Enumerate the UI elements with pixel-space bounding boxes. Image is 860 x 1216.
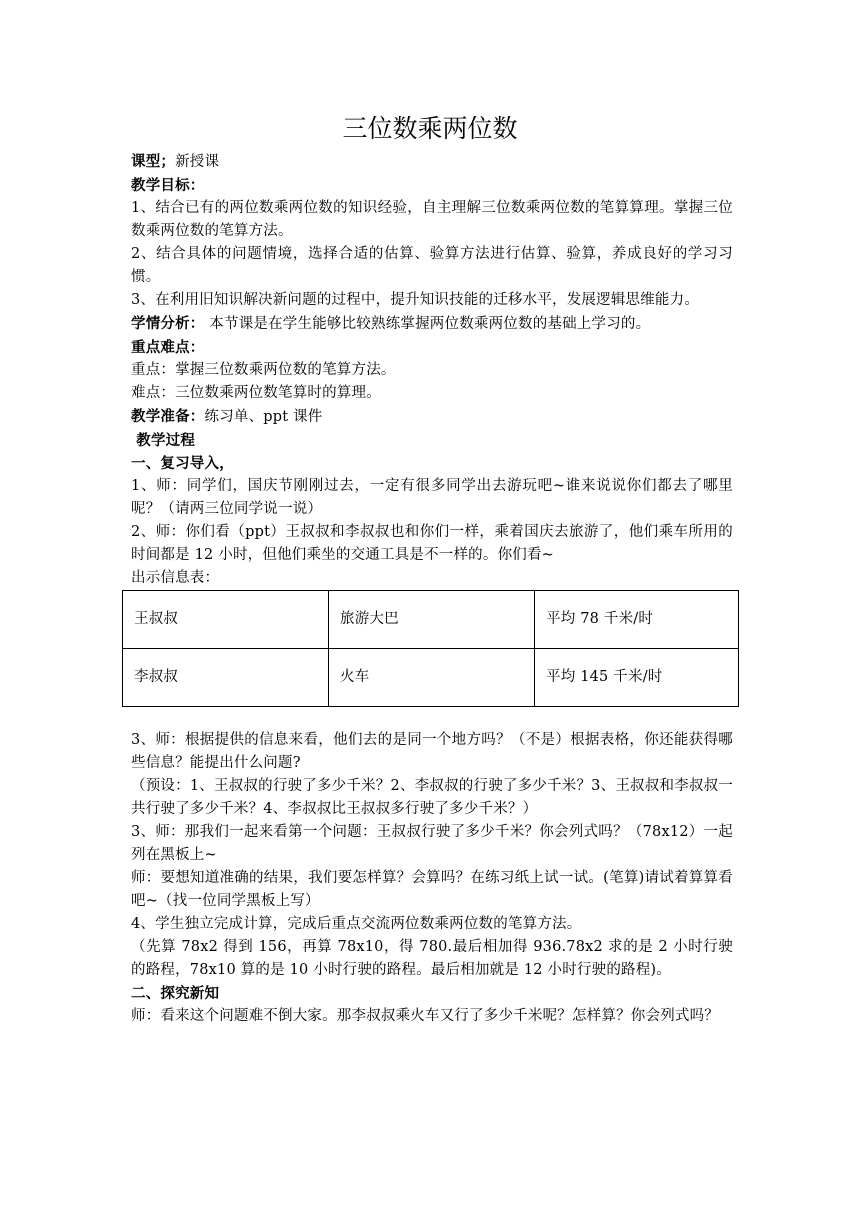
document-body — [131, 150, 733, 1028]
table-cell: 王叔叔 — [123, 591, 329, 649]
key-point-text: 重点：掌握三位数乘两位数的笔算方法。 — [131, 362, 396, 378]
goal-item: 3、在利用旧知识解决新问题的过程中，提升知识技能的迁移水平，发展逻辑思维能力。 — [131, 292, 700, 308]
process-heading: 教学过程 — [131, 432, 196, 449]
section1-paragraph: 出示信息表： — [131, 570, 220, 586]
preparation-label: 教学准备： — [131, 408, 205, 425]
table-row — [123, 649, 739, 707]
lesson-type-value: 新授课 — [175, 154, 220, 170]
preparation-line — [131, 405, 733, 429]
table-cell: 平均 78 千米/时 — [535, 591, 739, 649]
analysis-label: 学情分析： — [131, 315, 205, 332]
process-paragraph: （先算 78x2 得到 156，再算 78x10，得 780.最后相加得 936.78x2 求的是 2 小时行驶的路程，78x10 算的是 10 小时行驶的路程。最后相加就是 12 小时行驶的路程)。 — [131, 939, 734, 978]
table-cell: 旅游大巴 — [329, 591, 535, 649]
key-points-heading: 重点难点： — [131, 339, 205, 356]
table-cell: 平均 145 千米/时 — [535, 649, 739, 707]
goals-heading: 教学目标： — [131, 177, 205, 194]
analysis-line — [131, 312, 733, 336]
process-paragraph: 师：要想知道准确的结果，我们要怎样算？会算吗？在练习纸上试一试。(笔算)请试着算算看吧~（找一位同学黑板上写） — [131, 870, 733, 909]
process-paragraph: （预设：1、王叔叔的行驶了多少千米？2、李叔叔的行驶了多少千米？3、王叔叔和李叔叔一共行驶了多少千米？4、李叔叔比王叔叔多行驶了多少千米？） — [131, 778, 733, 817]
section1-heading: 一、复习导入， — [131, 455, 234, 472]
spacer — [131, 707, 733, 729]
process-paragraph: 3、师：那我们一起来看第一个问题：王叔叔行驶了多少千米？你会列式吗？（78x12）一起列在黑板上~ — [131, 824, 733, 863]
difficulty-text: 难点：三位数乘两位数笔算时的算理。 — [131, 385, 381, 401]
table-cell: 火车 — [329, 649, 535, 707]
preparation-value: 练习单、ppt 课件 — [204, 409, 323, 425]
lesson-type-line — [131, 150, 733, 174]
goal-item: 1、结合已有的两位数乘两位数的知识经验，自主理解三位数乘两位数的笔算算理。掌握三位数乘两位数的笔算方法。 — [131, 200, 733, 239]
section2-paragraph: 师：看来这个问题难不倒大家。那李叔叔乘火车又行了多少千米呢？怎样算？你会列式吗？ — [131, 1008, 719, 1024]
process-paragraph: 4、学生独立完成计算，完成后重点交流两位数乘两位数的笔算方法。 — [131, 916, 582, 932]
lesson-type-label: 课型； — [131, 153, 176, 170]
section1-paragraph: 1、师：同学们，国庆节刚刚过去，一定有很多同学出去游玩吧~谁来说说你们都去了哪里呢？（请两三位同学说一说） — [131, 478, 733, 517]
document-title: 三位数乘两位数 — [342, 114, 518, 143]
section2-heading: 二、探究新知 — [131, 985, 220, 1002]
analysis-value: 本节课是在学生能够比较熟练掌握两位数乘两位数的基础上学习的。 — [204, 316, 651, 332]
process-paragraph: 3、师：根据提供的信息来看，他们去的是同一个地方吗？（不是）根据表格，你还能获得哪些信息？能提出什么问题? — [131, 732, 733, 771]
section1-paragraph: 2、师：你们看（ppt）王叔叔和李叔叔也和你们一样，乘着国庆去旅游了，他们乘车所用的时间都是 12 小时，但他们乘坐的交通工具是不一样的。你们看~ — [131, 524, 733, 563]
info-table — [122, 590, 739, 707]
table-cell: 李叔叔 — [123, 649, 329, 707]
table-row — [123, 591, 739, 649]
goal-item: 2、结合具体的问题情境，选择合适的估算、验算方法进行估算、验算，养成良好的学习习惯。 — [131, 246, 733, 285]
